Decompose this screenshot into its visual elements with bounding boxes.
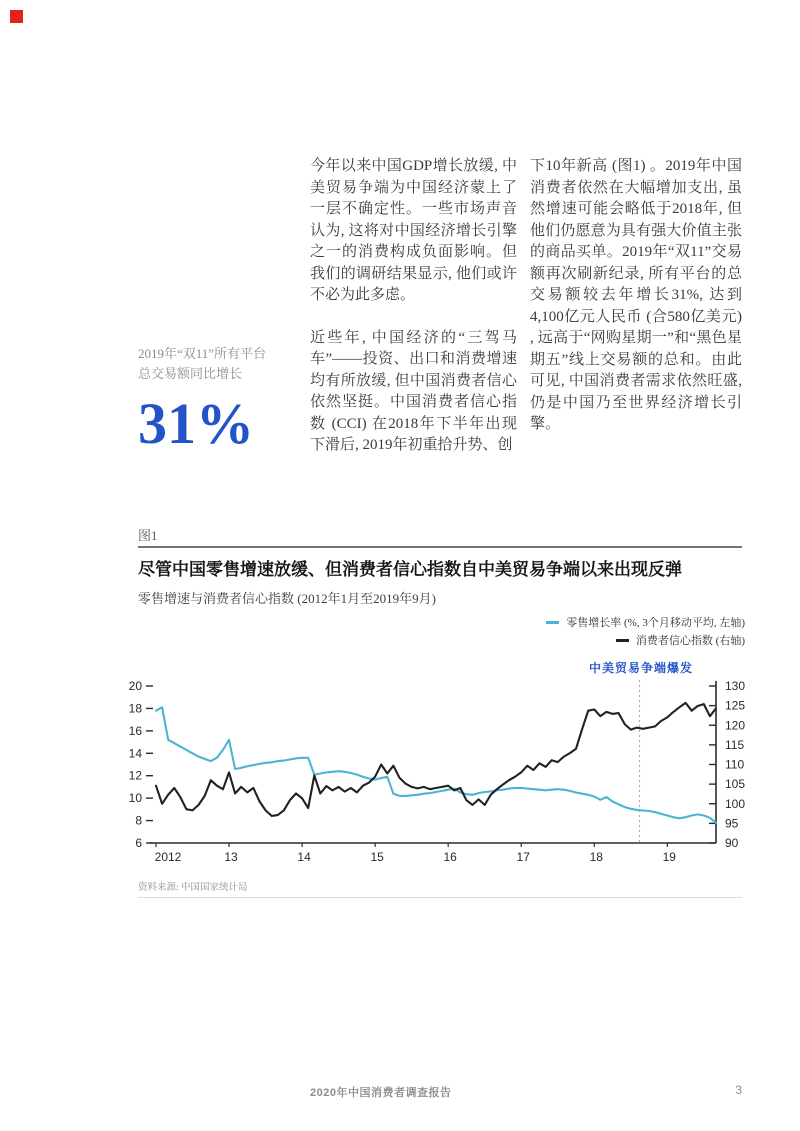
cci-line	[156, 703, 716, 816]
chart-legend	[546, 613, 745, 649]
stat-label-line1: 2019年“双11”所有平台	[138, 346, 267, 361]
paragraph: 下10年新高 (图1) 。2019年中国消费者依然在大幅增加支出, 虽然增速可能会略低于2018年, 但他们仍愿意为具有强大价值主张的商品买单。2019年“双11”交易额再次刷新纪录, 所有平台的总交易额较去年增长31%, 达到4,100亿元人民币 (合580亿美元) , 远高于“网购星期一”和“黑色星期五”线上交易额的总和。由此可见, 中国消费者需求依然旺盛, 仍是中国乃至世界经济增长引擎。	[530, 158, 742, 432]
x-tick-label: 17	[516, 850, 530, 864]
left-tick-label: 8	[135, 813, 142, 828]
stat-value: 31%	[138, 391, 254, 456]
x-tick-label: 15	[370, 850, 384, 864]
left-tick-label: 12	[128, 768, 142, 783]
right-tick-label: 130	[725, 679, 746, 693]
x-tick-label: 13	[224, 850, 238, 864]
figure-subtitle: 零售增速与消费者信心指数 (2012年1月至2019年9月)	[138, 591, 436, 606]
x-tick-label: 2012	[154, 850, 182, 864]
right-tick-label: 120	[725, 718, 746, 733]
x-tick-label: 18	[589, 850, 603, 864]
paragraph: 今年以来中国GDP增长放缓, 中美贸易争端为中国经济蒙上了一层不确定性。一些市场声音认为, 这将对中国经济增长引擎之一的消费构成负面影响。但我们的调研结果显示, 他们或许不必为此多虑。	[310, 158, 517, 303]
right-tick-label: 125	[725, 698, 746, 713]
x-tick-label: 14	[297, 850, 311, 864]
figure-title: 尽管中国零售增速放缓、但消费者信心指数自中美贸易争端以来出现反弹	[138, 560, 682, 579]
retail-growth-line	[156, 707, 716, 823]
x-tick-label: 19	[662, 850, 676, 864]
cci-line-swatch	[616, 639, 629, 642]
legend-item-retail-growth	[546, 613, 745, 631]
left-tick-label: 10	[128, 791, 142, 806]
paragraph: 近些年, 中国经济的“三驾马车”——投资、出口和消费增速均有所放缓, 但中国消费者信心依然坚挺。中国消费者信心指数 (CCI) 在2018年下半年出现下滑后, 2019年初重拾升势、创	[310, 329, 517, 453]
left-tick-label: 18	[128, 701, 142, 716]
figure-top-rule	[138, 546, 742, 548]
right-tick-label: 95	[725, 816, 739, 831]
footer-report-title: 2020年中国消费者调查报告	[310, 1087, 452, 1099]
legend-label: 消费者信心指数 (右轴)	[635, 635, 745, 647]
left-tick-label: 16	[128, 723, 142, 738]
red-square-logo	[10, 10, 23, 23]
body-column-middle	[310, 156, 517, 478]
retail-line-swatch	[546, 621, 559, 624]
left-tick-label: 14	[128, 746, 142, 761]
right-tick-label: 115	[725, 737, 745, 752]
x-tick-label: 16	[443, 850, 457, 864]
right-tick-label: 110	[725, 757, 745, 772]
right-tick-label: 90	[725, 836, 739, 850]
figure-tag: 图1	[138, 528, 158, 543]
left-tick-label: 20	[128, 679, 142, 693]
figure-source: 资料来源: 中国国家统计局	[138, 883, 248, 893]
right-tick-label: 100	[725, 796, 746, 811]
body-column-right	[530, 156, 742, 457]
legend-label: 零售增长率 (%, 3个月移动平均, 左轴)	[566, 617, 745, 629]
stat-label-line2: 总交易额同比增长	[138, 366, 243, 381]
legend-item-cci	[546, 631, 745, 649]
right-tick-label: 105	[725, 777, 746, 792]
trade-war-annotation: 中美贸易争端爆发	[588, 661, 693, 675]
sidebar-stat	[138, 344, 308, 454]
figure-bottom-rule	[138, 897, 742, 898]
left-tick-label: 6	[135, 836, 142, 850]
footer-page-number: 3	[735, 1083, 742, 1097]
